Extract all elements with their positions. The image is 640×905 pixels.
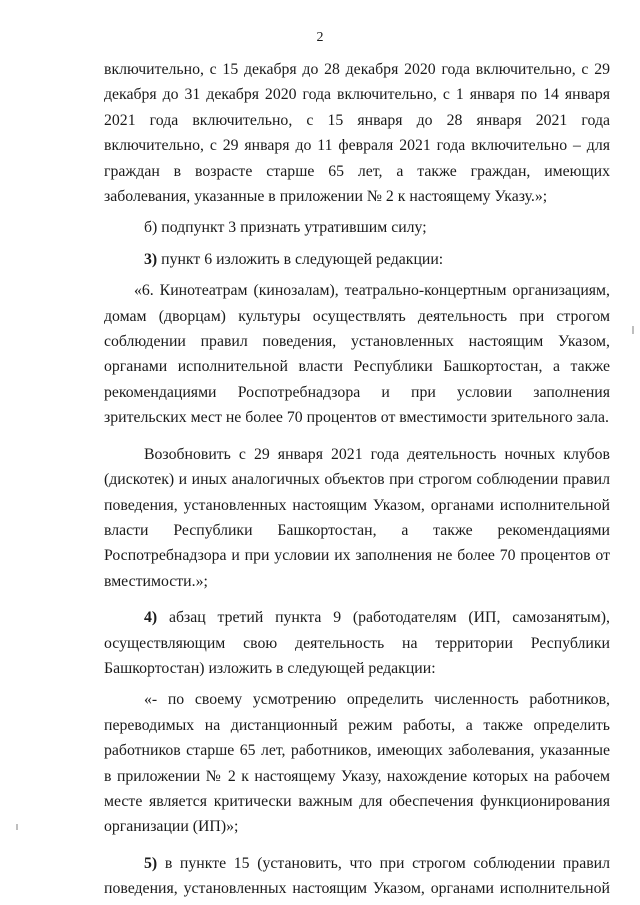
item-number: 4) <box>144 609 158 627</box>
paragraph-subitem-b: б) подпункт 3 признать утратившим силу; <box>144 219 427 237</box>
paragraph-item-5 <box>104 851 610 902</box>
paragraph-text: в пункте 15 (установить, что при строгом соблюдении правил поведения, установленных настоящим Указом, органами исполнительной <box>104 854 610 898</box>
paragraph-item-4 <box>104 605 610 681</box>
item-number: 5) <box>144 854 158 872</box>
paragraph-text: пункт 6 изложить в следующей редакции: <box>161 250 444 268</box>
document-body <box>104 57 610 902</box>
paragraph-continuation: включительно, с 15 декабря до 28 декабря 2020 года включительно, с 29 декабря до 31 декабря 2020 года включительно, с 1 января по 14 января 2021 года включительно, с 15 января до 28 января 2021 года включительно, с 29 января до 11 февраля 2021 года включительно – для граждан в возрасте старше 65 лет, а также граждан, имеющих заболевания, указанные в приложении № 2 к настоящему Указу.»; <box>104 61 610 206</box>
paragraph-text: абзац третий пункта 9 (работодателям (ИП, самозанятым), осуществляющим свою деятельность на территории Республики Башкортостан) изложить в следующей редакции: <box>104 609 610 677</box>
paragraph-item-3 <box>104 247 610 272</box>
item-number: 3) <box>144 250 158 268</box>
paragraph-quote-employers: «- по своему усмотрению определить численность работников, переводимых на дистанционный режим работы, а также определить работников старше 65 лет, работников, имеющих заболевания, указанные в приложении № 2 к настоящему Указу, нахождение которых на рабочем месте является критически важным для обеспечения функционирования организации (ИП)»; <box>104 691 610 836</box>
page-number: 2 <box>316 30 324 45</box>
paragraph-night-clubs: Возобновить с 29 января 2021 года деятельность ночных клубов (дискотек) и иных аналогичных объектов при строгом соблюдении правил поведения, установленных настоящим Указом, органами исполнительной власти Республики Башкортостан, а также рекомендациями Роспотребнадзора и при условии их заполнения не более 70 процентов от вместимости.»; <box>104 445 610 590</box>
scan-mark <box>16 824 18 830</box>
paragraph-quote-cinemas: «6. Кинотеатрам (кинозалам), театрально-концертным организациям, домам (дворцам) культуры осуществлять деятельность при строгом соблюдении правил поведения, установленных настоящим Указом, органами исполнительной власти Республики Башкортостан, а также рекомендациями Роспотребнадзора и при условии заполнения зрительских мест не более 70 процентов от вместимости зрительного зала. <box>104 282 610 427</box>
scan-mark <box>632 326 634 334</box>
